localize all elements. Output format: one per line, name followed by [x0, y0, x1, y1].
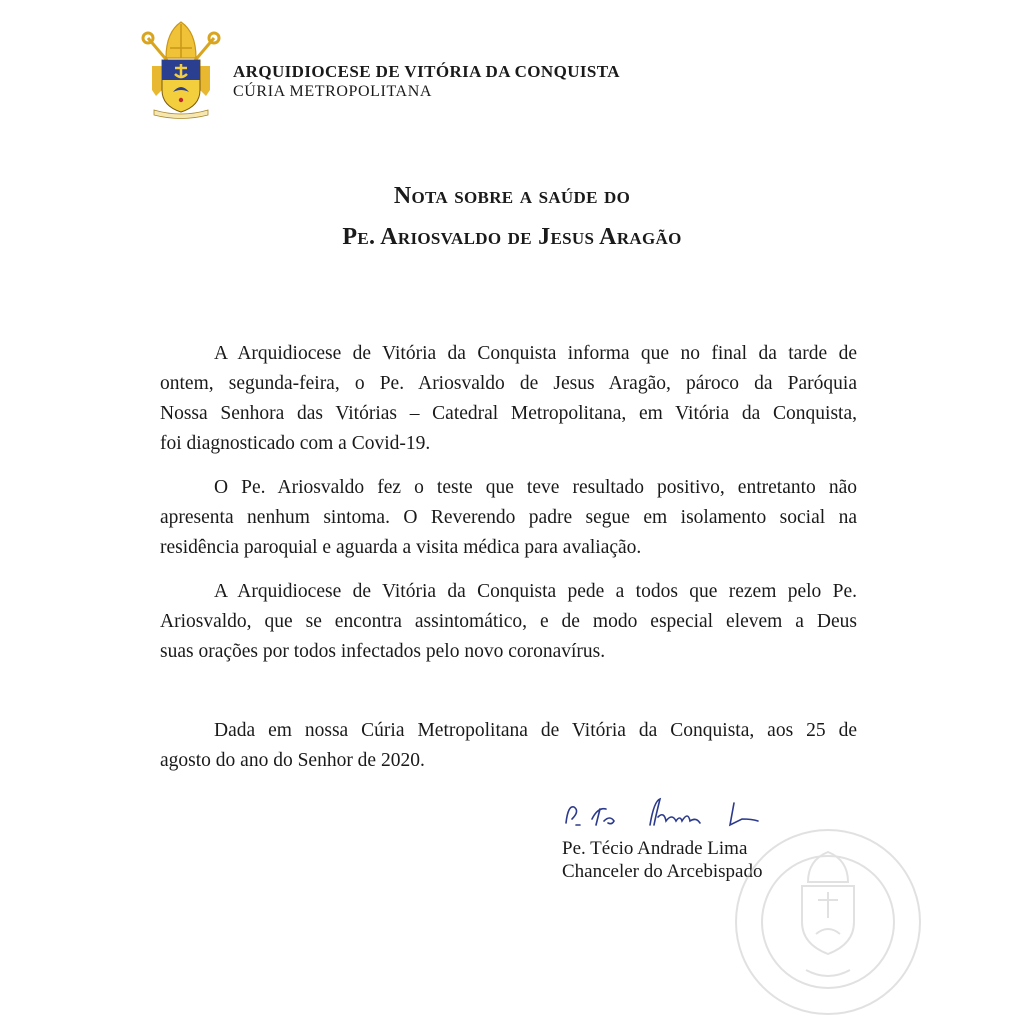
paragraph-line: Dada em nossa Cúria Metropolitana de Vitória da Conquista, aos 25 de — [214, 720, 857, 741]
org-header — [233, 62, 620, 102]
paragraph-line: foi diagnosticado com a Covid-19. — [160, 433, 431, 454]
paragraph-1 — [160, 339, 857, 459]
paragraph-line: O Pe. Ariosvaldo fez o teste que teve resultado positivo, entretanto não — [214, 477, 857, 498]
paragraph-line: suas orações por todos infectados pelo novo coronavírus. — [160, 641, 606, 662]
paragraph-line: apresenta nenhum sintoma. O Reverendo padre segue em isolamento social na — [160, 507, 857, 528]
signatory-role: Chanceler do Arcebispado — [562, 861, 763, 882]
paragraph-line: ontem, segunda-feira, o Pe. Ariosvaldo de Jesus Aragão, pároco da Paróquia — [160, 373, 857, 394]
coat-of-arms-icon — [140, 18, 222, 120]
paragraph-3 — [160, 577, 857, 667]
embossed-seal-icon — [728, 822, 928, 1022]
document-title-line-2: Pe. Ariosvaldo de Jesus Aragão — [342, 224, 682, 250]
paragraph-line: agosto do ano do Senhor de 2020. — [160, 750, 425, 771]
org-name: ARQUIDIOCESE DE VITÓRIA DA CONQUISTA — [233, 62, 620, 81]
paragraph-line: residência paroquial e aguarda a visita médica para avaliação. — [160, 537, 642, 558]
document-title-line-1: Nota sobre a saúde do — [393, 183, 631, 209]
paragraph-line: Nossa Senhora das Vitórias – Catedral Metropolitana, em Vitória da Conquista, — [160, 403, 857, 424]
paragraph-line: A Arquidiocese de Vitória da Conquista informa que no final da tarde de — [214, 343, 857, 364]
paragraph-line: A Arquidiocese de Vitória da Conquista pede a todos que rezem pelo Pe. — [214, 581, 857, 602]
paragraph-line: Ariosvaldo, que se encontra assintomático, e de modo especial elevem a Deus — [160, 611, 857, 632]
paragraph-closing — [160, 716, 857, 776]
paragraph-2 — [160, 473, 857, 563]
org-subtitle: CÚRIA METROPOLITANA — [233, 83, 433, 100]
signatory-name: Pe. Técio Andrade Lima — [562, 838, 748, 859]
